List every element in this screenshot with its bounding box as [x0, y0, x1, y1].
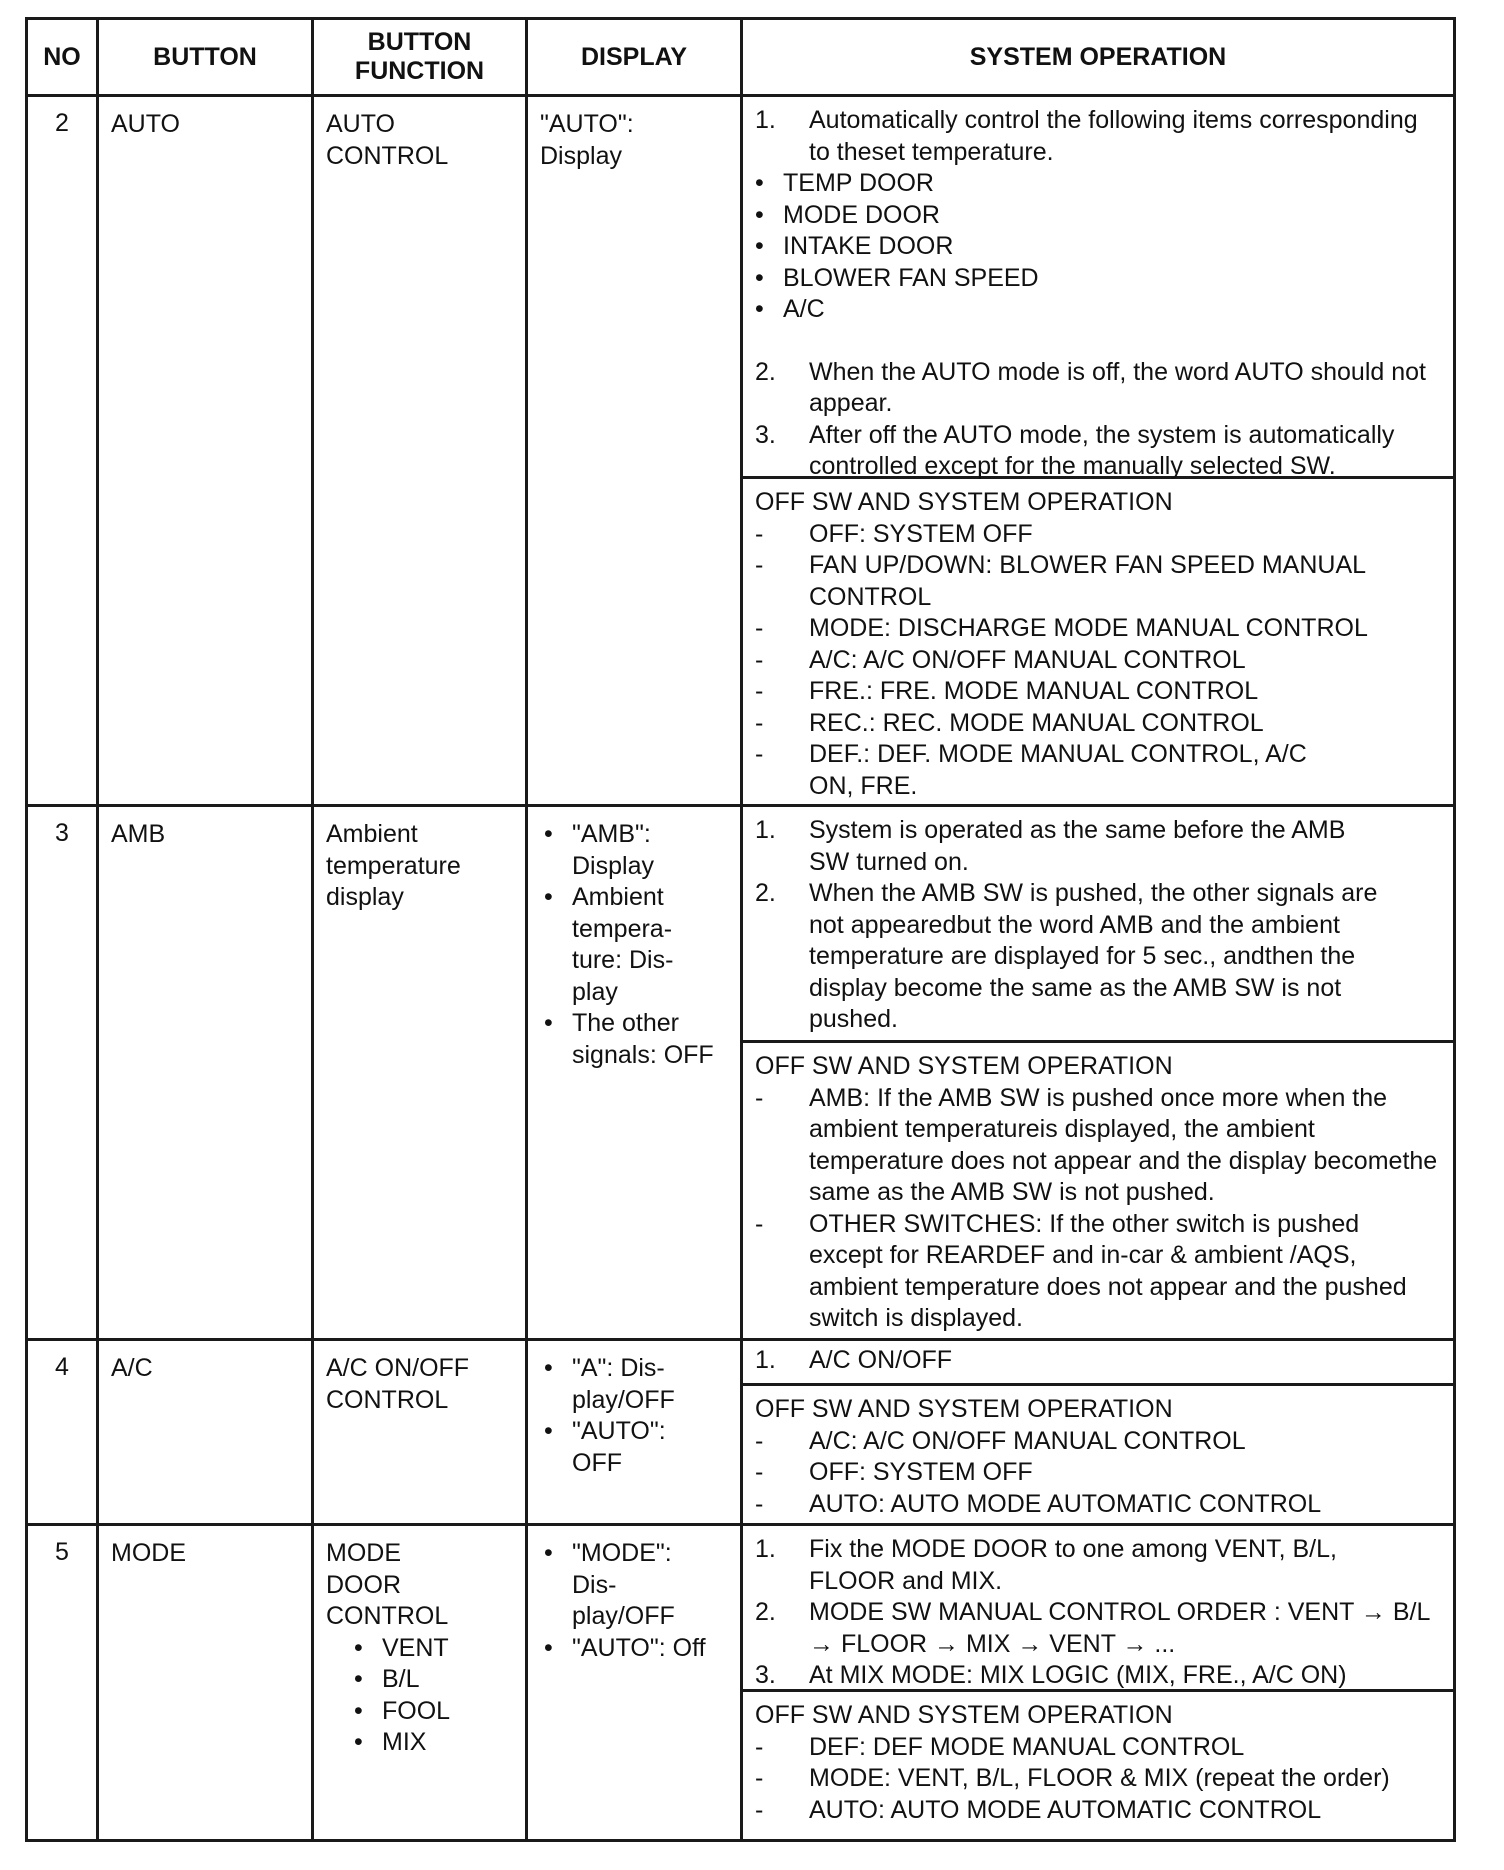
row-no: 4: [27, 1340, 98, 1525]
step: 2. When the AMB SW is pushed, the other signals are not appearedbut the word AMB and the ambient temperature are displayed for 5 sec., andthen the display become the same as the AMB SW is not pushed.: [755, 879, 1378, 1033]
row-function: AUTO CONTROL: [313, 96, 527, 806]
header-button: BUTTON: [98, 19, 313, 96]
off-sw-item: - OTHER SWITCHES: If the other switch is pushed except for REARDEF and in-car & ambient /AQS, ambient temperature does not appear and the pushed switch is displayed.: [755, 1209, 1407, 1332]
off-sw-item: - OFF: SYSTEM OFF: [755, 1458, 1033, 1486]
off-sw-title: OFF SW AND SYSTEM OPERATION: [755, 1701, 1173, 1729]
off-sw-item: - AUTO: AUTO MODE AUTOMATIC CONTROL: [755, 1489, 1322, 1518]
display-list: [530, 819, 716, 1071]
off-sw-section: [743, 1383, 1453, 1523]
step: 1. Fix the MODE DOOR to one among VENT, B/L, FLOOR and MIX.: [755, 1535, 1337, 1595]
off-sw-item: - REC.: REC. MODE MANUAL CONTROL: [755, 708, 1264, 737]
row-display: "AUTO": Display: [527, 96, 742, 806]
list-item: • Ambient tempera-ture: Dis-play: [544, 883, 674, 1006]
list-item: • "AUTO": Off: [544, 1633, 706, 1662]
list-item: • "A": Dis-play/OFF: [544, 1354, 675, 1414]
row-system-operation: [742, 1525, 1455, 1841]
off-sw-section: [743, 1689, 1453, 1839]
off-sw-section: [743, 476, 1453, 804]
off-sw-item: - DEF.: DEF. MODE MANUAL CONTROL, A/C ON, FRE.: [755, 740, 1307, 800]
list-item: • FOOL: [354, 1696, 451, 1725]
list-item: • TEMP DOOR: [755, 169, 934, 197]
table-row: [27, 1525, 1455, 1841]
off-sw-title: OFF SW AND SYSTEM OPERATION: [755, 488, 1173, 516]
off-sw-item: - A/C: A/C ON/OFF MANUAL CONTROL: [755, 1426, 1246, 1455]
operation-steps: [743, 97, 1453, 480]
row-display: [527, 806, 742, 1340]
row-function: [313, 1525, 527, 1841]
header-system-operation: SYSTEM OPERATION: [742, 19, 1455, 96]
list-item: • MODE DOOR: [755, 200, 940, 229]
off-sw-item: - OFF: SYSTEM OFF: [755, 519, 1033, 548]
step: 1. A/C ON/OFF: [755, 1346, 953, 1374]
off-sw-title: OFF SW AND SYSTEM OPERATION: [755, 1395, 1173, 1423]
list-item: • INTAKE DOOR: [755, 232, 954, 260]
row-no: 2: [27, 96, 98, 806]
off-sw-item: - AUTO: AUTO MODE AUTOMATIC CONTROL: [755, 1795, 1322, 1824]
row-display: [527, 1340, 742, 1525]
controlled-items-list: [755, 168, 1443, 326]
operation-steps: [743, 807, 1453, 1040]
step: 2. MODE SW MANUAL CONTROL ORDER : VENT → B/L → FLOOR → MIX → VENT → ...: [755, 1598, 1430, 1658]
off-sw-item: - FRE.: FRE. MODE MANUAL CONTROL: [755, 677, 1259, 705]
header-function: BUTTON FUNCTION: [313, 19, 527, 96]
list-item: • BLOWER FAN SPEED: [755, 263, 1039, 292]
step: 3. At MIX MODE: MIX LOGIC (MIX, FRE., A/C ON): [755, 1661, 1347, 1689]
header-display: DISPLAY: [527, 19, 742, 96]
row-system-operation: [742, 96, 1455, 806]
list-item: • B/L: [354, 1665, 420, 1693]
row-button: AMB: [98, 806, 313, 1340]
row-button: AUTO: [98, 96, 313, 806]
list-item: • The other signals: OFF: [544, 1009, 714, 1069]
step: 1. System is operated as the same before the AMB SW turned on.: [755, 816, 1346, 876]
function-label: MODE DOOR CONTROL: [326, 1539, 449, 1630]
off-sw-item: - AMB: If the AMB SW is pushed once more when the ambient temperatureis displayed, the ambient temperature does not appear and the display becomethe same as the AMB SW is not pushed.: [755, 1083, 1438, 1206]
off-sw-item: - MODE: VENT, B/L, FLOOR & MIX (repeat the order): [755, 1764, 1390, 1792]
list-item: • A/C: [755, 295, 825, 323]
row-no: 5: [27, 1525, 98, 1841]
list-item: • "MODE": Dis-play/OFF: [544, 1539, 675, 1630]
header-row: [27, 19, 1455, 96]
row-button: A/C: [98, 1340, 313, 1525]
list-item: • MIX: [354, 1728, 427, 1756]
row-system-operation: [742, 1340, 1455, 1525]
operation-steps: [743, 1341, 1453, 1383]
off-sw-item: - A/C: A/C ON/OFF MANUAL CONTROL: [755, 645, 1246, 674]
off-sw-item: - FAN UP/DOWN: BLOWER FAN SPEED MANUAL CONTROL: [755, 551, 1366, 611]
list-item: • "AMB": Display: [544, 820, 654, 880]
off-sw-title: OFF SW AND SYSTEM OPERATION: [755, 1052, 1173, 1080]
off-sw-item: - DEF: DEF MODE MANUAL CONTROL: [755, 1732, 1245, 1761]
off-sw-section: [743, 1040, 1453, 1338]
step: 1. Automatically control the following items corresponding to theset temperature.: [755, 106, 1418, 166]
row-no: 3: [27, 806, 98, 1340]
button-operation-table: [25, 17, 1456, 1842]
table-row: [27, 1340, 1455, 1525]
header-no: NO: [27, 19, 98, 96]
operation-steps: [743, 1526, 1453, 1689]
list-item: • VENT: [354, 1633, 449, 1662]
row-system-operation: [742, 806, 1455, 1340]
display-list: [530, 1538, 716, 1664]
display-list: [530, 1353, 716, 1479]
list-item: • "AUTO": OFF: [544, 1417, 666, 1477]
step: 2. When the AUTO mode is off, the word AUTO should not appear.: [755, 357, 1426, 417]
row-display: [527, 1525, 742, 1841]
table-row: [27, 96, 1455, 806]
step: 3. After off the AUTO mode, the system is automatically controlled except for the manually selected SW.: [755, 420, 1395, 480]
table-row: [27, 806, 1455, 1340]
off-sw-item: - MODE: DISCHARGE MODE MANUAL CONTROL: [755, 614, 1368, 642]
function-list: [326, 1633, 505, 1759]
row-function: A/C ON/OFF CONTROL: [313, 1340, 527, 1525]
row-button: MODE: [98, 1525, 313, 1841]
row-function: Ambient temperature display: [313, 806, 527, 1340]
